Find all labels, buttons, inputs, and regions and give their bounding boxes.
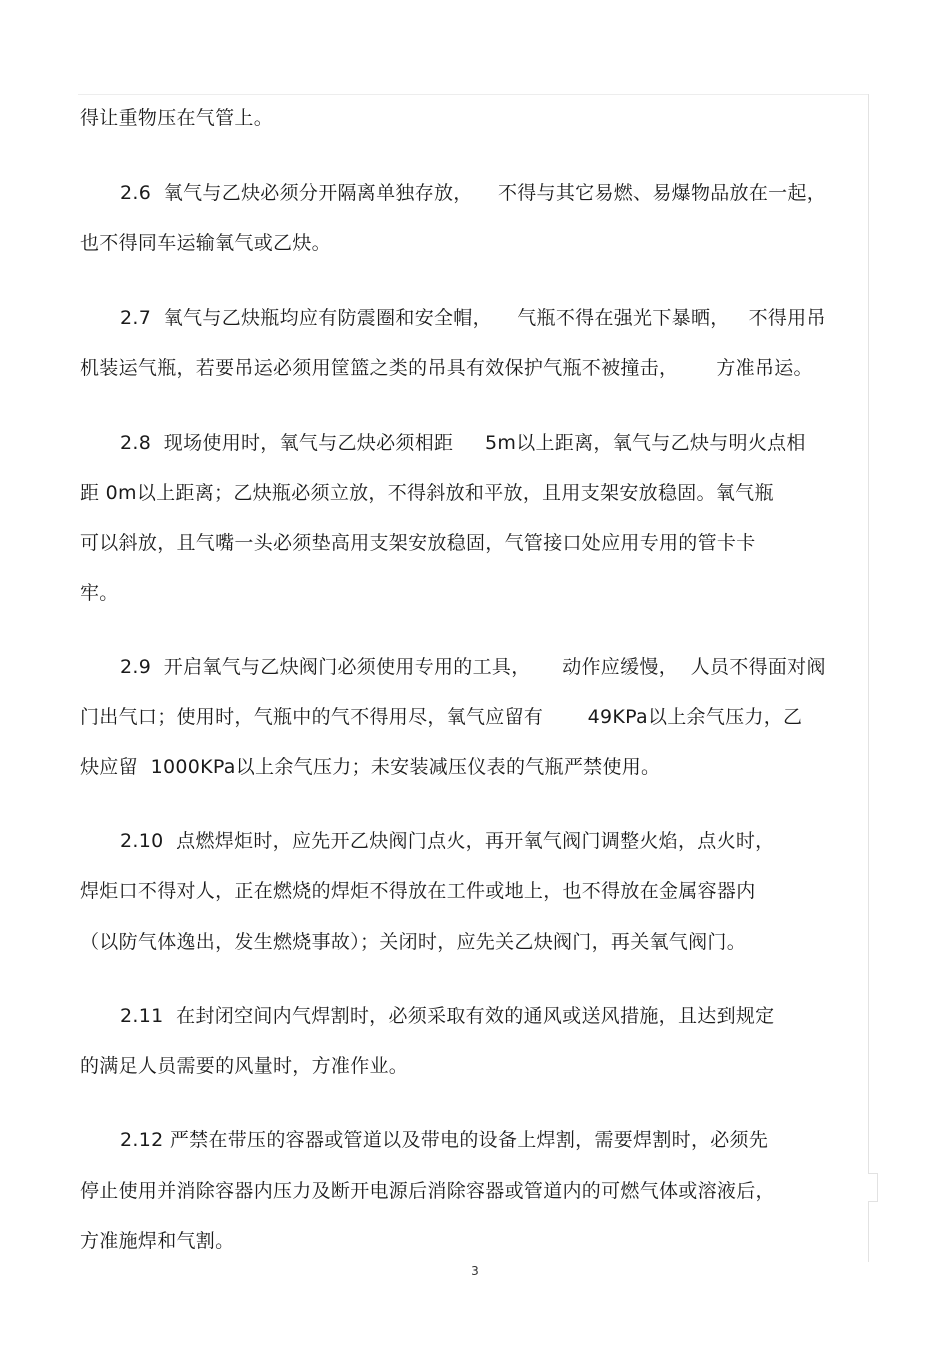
paragraph-line: 2.10 点燃焊炬时，应先开乙炔阀门点火，再开氧气阀门调整火焰，点火时， (120, 830, 775, 852)
page-edge-tab (868, 1173, 878, 1202)
paragraph-line: 2.8 现场使用时，氧气与乙炔必须相距 5m以上距离，氧气与乙炔与明火点相 (120, 432, 806, 454)
paragraph-line: 可以斜放，且气嘴一头必须垫高用支架安放稳固，气管接口处应用专用的管卡卡 (80, 532, 756, 554)
paragraph-line: 的满足人员需要的风量时，方准作业。 (80, 1055, 409, 1077)
paragraph-line: 2.11 在封闭空间内气焊割时，必须采取有效的通风或送风措施，且达到规定 (120, 1005, 775, 1027)
paragraph-line: 距 0m以上距离；乙炔瓶必须立放，不得斜放和平放，且用支架安放稳固。氧气瓶 (80, 482, 774, 504)
paragraph-line: 方准施焊和气割。 (80, 1230, 235, 1252)
paragraph-line: 停止使用并消除容器内压力及断开电源后消除容器或管道内的可燃气体或溶液后， (80, 1180, 775, 1202)
page-frame-top (78, 94, 869, 95)
paragraph-line: （以防气体逸出，发生燃烧事故）；关闭时，应先关乙炔阀门，再关氧气阀门。 (80, 931, 747, 953)
page-number: 3 (471, 1264, 479, 1278)
paragraph-line: 2.7 氧气与乙炔瓶均应有防震圈和安全帽， 气瓶不得在强光下暴晒， 不得用吊 (120, 307, 826, 329)
paragraph-line: 也不得同车运输氧气或乙炔。 (80, 232, 331, 254)
paragraph-line: 2.12 严禁在带压的容器或管道以及带电的设备上焊割，需要焊割时，必须先 (120, 1129, 769, 1151)
paragraph-line: 炔应留 1000KPa以上余气压力；未安装减压仪表的气瓶严禁使用。 (80, 756, 661, 778)
paragraph-line: 焊炬口不得对人，正在燃烧的焊炬不得放在工件或地上，也不得放在金属容器内 (80, 880, 756, 902)
page-frame-right (868, 94, 869, 1262)
paragraph-line: 门出气口；使用时，气瓶中的气不得用尽，氧气应留有 49KPa以上余气压力，乙 (80, 706, 803, 728)
paragraph-line: 2.9 开启氧气与乙炔阀门必须使用专用的工具， 动作应缓慢， 人员不得面对阀 (120, 656, 826, 678)
paragraph-line: 机装运气瓶，若要吊运必须用筐篮之类的吊具有效保护气瓶不被撞击， 方准吊运。 (80, 357, 813, 379)
paragraph-line: 得让重物压在气管上。 (80, 107, 274, 129)
paragraph-line: 2.6 氧气与乙炔必须分开隔离单独存放， 不得与其它易燃、易爆物品放在一起， (120, 182, 827, 204)
paragraph-line: 牢。 (80, 582, 119, 604)
